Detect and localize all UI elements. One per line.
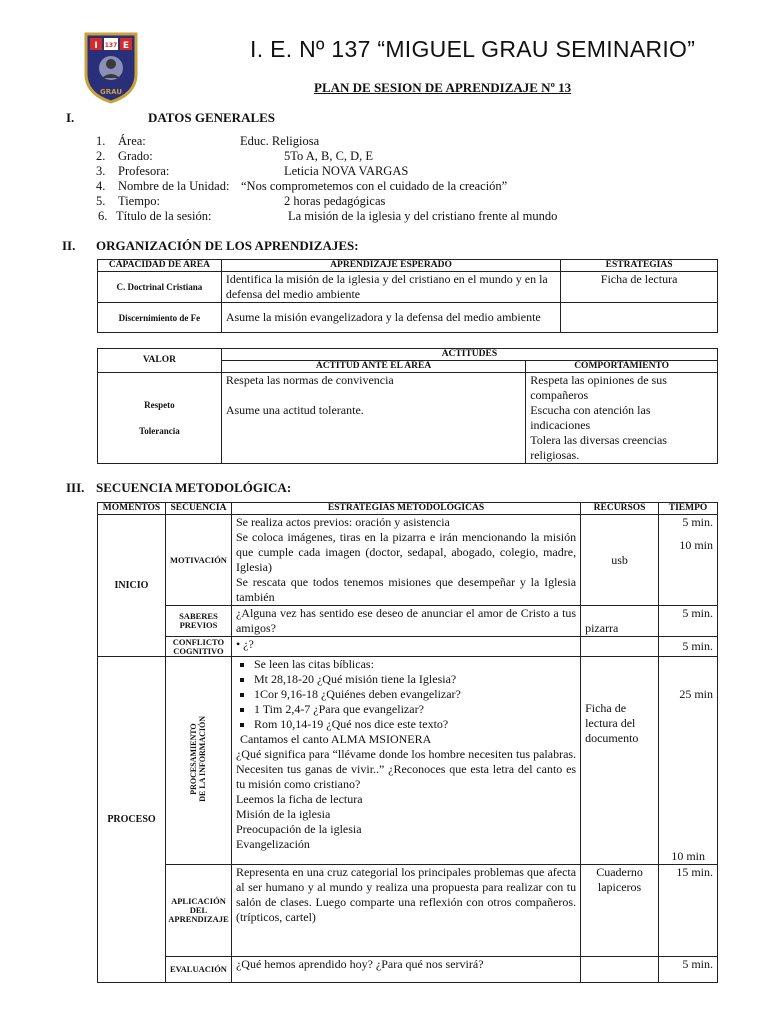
aplicacion-label-3: APRENDIZAJE [168,914,229,924]
saberes-tiempo: 5 min. [659,606,718,637]
saberes-text: ¿Alguna vez has sentido ese deseo de anunciar el amor de Cristo a tus amigos? [231,606,580,637]
header-estrategias: ESTRATEGIAS METODOLÓGICAS [231,503,580,515]
motivacion-recurso: usb [581,515,659,606]
evaluacion-text: ¿Qué hemos aprendido hoy? ¿Para qué nos servirá? [231,957,580,983]
aplicacion-label-1: APLICACIÓN [171,896,226,906]
item-4-value: “Nos comprometemos con el cuidado de la creación” [241,179,508,193]
comportamiento-2: Escucha con atención las indicaciones [530,403,651,432]
header-aprendizaje: APRENDIZAJE ESPERADO [221,260,560,272]
item-4-num: 4. [96,179,106,193]
item-6-num: 6. [98,209,108,223]
header-capacidad: CAPACIDAD DE AREA [98,260,222,272]
table-row [98,373,718,464]
item-6-label: Título de la sesión: [116,209,212,223]
aprendizaje-cell: Identifica la misión de la iglesia y del cristiano en el mundo y en la defensa del medio ambiente [221,272,560,303]
valor-tolerancia: Tolerancia [139,426,180,436]
table-row [98,657,718,865]
bullet-item: ▪ Rom 10,14-19 ¿Qué nos dice este texto? [254,717,576,732]
actitud-1: Respeta las normas de convivencia [225,373,394,387]
header-momentos: MOMENTOS [98,503,166,515]
values-table [97,348,718,464]
aplicacion-label-2: DEL [189,905,208,915]
conflicto-text: • ¿? [231,637,580,657]
procesamiento-tiempo-1: 25 min [679,687,713,701]
table-row [98,303,718,333]
procesamiento-line-3: Preocupación de la iglesia [235,822,362,836]
procesamiento-line-2: Misión de la iglesia [235,807,331,821]
aprendizaje-cell: Asume la misión evangelizadora y la defensa del medio ambiente [221,303,560,333]
item-3-label: Profesora: [118,164,170,178]
item-1-label: Área: [118,134,146,148]
item-3-value: Leticia NOVA VARGAS [284,164,409,178]
table-row [98,606,718,637]
saberes-label-2: PREVIOS [179,620,218,630]
procesamiento-line-4: Evangelización [235,837,310,851]
section-3-number: III. [66,480,85,495]
header-valor: VALOR [98,349,222,373]
conflicto-label-2: COGNITIVO [173,645,224,656]
item-3-num: 3. [96,164,106,178]
comportamiento-3: Tolera las diversas creencias religiosas. [530,433,667,462]
header-actitudes: ACTITUDES [221,349,717,361]
motivacion-tiempo-1: 5 min. [682,515,713,529]
item-5-num: 5. [96,194,106,208]
table-row [98,637,718,657]
svg-text:GRAU: GRAU [99,88,123,96]
estrategia-cell: Ficha de lectura [561,272,718,303]
table-row [98,515,718,606]
procesamiento-tiempo-2: 10 min [671,849,705,863]
comportamiento-1: Respeta las opiniones de sus compañeros [530,373,667,402]
conflicto-label-1: CONFLICTO [172,636,225,647]
saberes-label-1: SABERES [179,611,218,621]
school-name: I. E. Nº 137 “MIGUEL GRAU SEMINARIO” [250,36,696,62]
motivacion-tiempo-2: 10 min [679,538,713,552]
bullet-item: ▪ Se leen las citas bíblicas: [254,657,576,672]
item-5-value: 2 horas pedagógicas [284,194,386,208]
conflicto-tiempo: 5 min. [659,637,718,657]
header-actitud: ACTITUD ANTE EL AREA [221,361,525,373]
section-1-number: I. [66,110,75,125]
item-5-label: Tiempo: [118,194,160,208]
moment-inicio: INICIO [98,515,166,657]
motivacion-line-3: Se rescata que todos tenemos misiones que desempeñar y la Iglesia también [235,575,577,604]
section-3-title: SECUENCIA METODOLÓGICA: [96,480,292,495]
aplicacion-tiempo: 15 min. [659,865,718,957]
section-1-title: DATOS GENERALES [148,110,276,125]
moment-proceso: PROCESO [98,657,166,983]
actitud-2: Asume una actitud tolerante. [225,403,364,417]
section-2-number: II. [62,238,76,253]
item-2-num: 2. [96,149,106,163]
procesamiento-line-1: Leemos la ficha de lectura [235,792,363,806]
svg-text:E: E [122,41,130,51]
estrategia-cell [561,303,718,333]
svg-text:I: I [94,41,98,51]
evaluacion-tiempo: 5 min. [659,957,718,983]
motivacion-line-2: Se coloca imágenes, tiras en la pizarra e irán mencionando la misión que cumple cada imagen (doctor, sedapal, abogado, colegio, madre, Iglesia) [235,530,577,574]
school-logo [82,30,140,104]
section-2-title: ORGANIZACIÓN DE LOS APRENDIZAJES: [96,238,359,253]
item-2-value: 5To A, B, C, D, E [284,149,374,163]
sequence-table [97,502,718,983]
plan-title: PLAN DE SESION DE APRENDIZAJE Nº 13 [314,80,572,95]
table-row [98,272,718,303]
bullet-item: ▪ Mt 28,18-20 ¿Qué misión tiene la Iglesia? [254,672,576,687]
evaluacion-label: EVALUACIÓN [165,957,231,983]
capacidad-cell: C. Doctrinal Cristiana [98,272,222,303]
procesamiento-canto: Cantamos el canto ALMA MSIONERA [239,732,432,746]
item-1-num: 1. [96,134,106,148]
motivacion-line-1: Se realiza actos previos: oración y asistencia [235,515,450,529]
bullet-item: ▪ 1 Tim 2,4-7 ¿Para que evangelizar? [254,702,576,717]
table-row [98,957,718,983]
procesamiento-pregunta: ¿Qué significa para “llévame donde los hombre necesiten tus palabras. Necesiten tus ganas de vivir..” ¿Reconoces que esta letra del canto es tu misión como cristiano? [235,747,577,791]
header-secuencia: SECUENCIA [165,503,231,515]
svg-text:137: 137 [104,42,118,49]
motivacion-label: MOTIVACIÓN [165,515,231,606]
header-comportamiento: COMPORTAMIENTO [526,361,718,373]
item-4-label: Nombre de la Unidad: [118,179,230,193]
header-estrategias: ESTRATEGIAS [561,260,718,272]
item-1-value: Educ. Religiosa [240,134,320,148]
bullet-item: ▪ 1Cor 9,16-18 ¿Quiénes deben evangelizar? [254,687,576,702]
procesamiento-label-2: DE LA INFORMACIÓN [198,715,208,802]
saberes-recurso: pizarra [581,606,659,637]
header-tiempo: TIEMPO [659,503,718,515]
header-recursos: RECURSOS [581,503,659,515]
aplicacion-recurso: Cuaderno lapiceros [581,865,659,957]
valor-respeto: Respeto [144,400,175,410]
item-6-value: La misión de la iglesia y del cristiano frente al mundo [288,209,558,223]
capacidad-cell: Discernimiento de Fe [98,303,222,333]
learning-table [97,259,718,333]
procesamiento-recurso: Ficha de lectura del documento [581,657,659,865]
aplicacion-text: Representa en una cruz categorial los principales problemas que afecta al ser humano y al mundo y realiza una propuesta para realizar con tu salón de clases. Luego comparte una reflexión con otros compañeros. (trípticos, cartel) [231,865,580,957]
table-row [98,865,718,957]
procesamiento-label-1: PROCESAMIENTO [189,722,199,795]
item-2-label: Grado: [118,149,153,163]
